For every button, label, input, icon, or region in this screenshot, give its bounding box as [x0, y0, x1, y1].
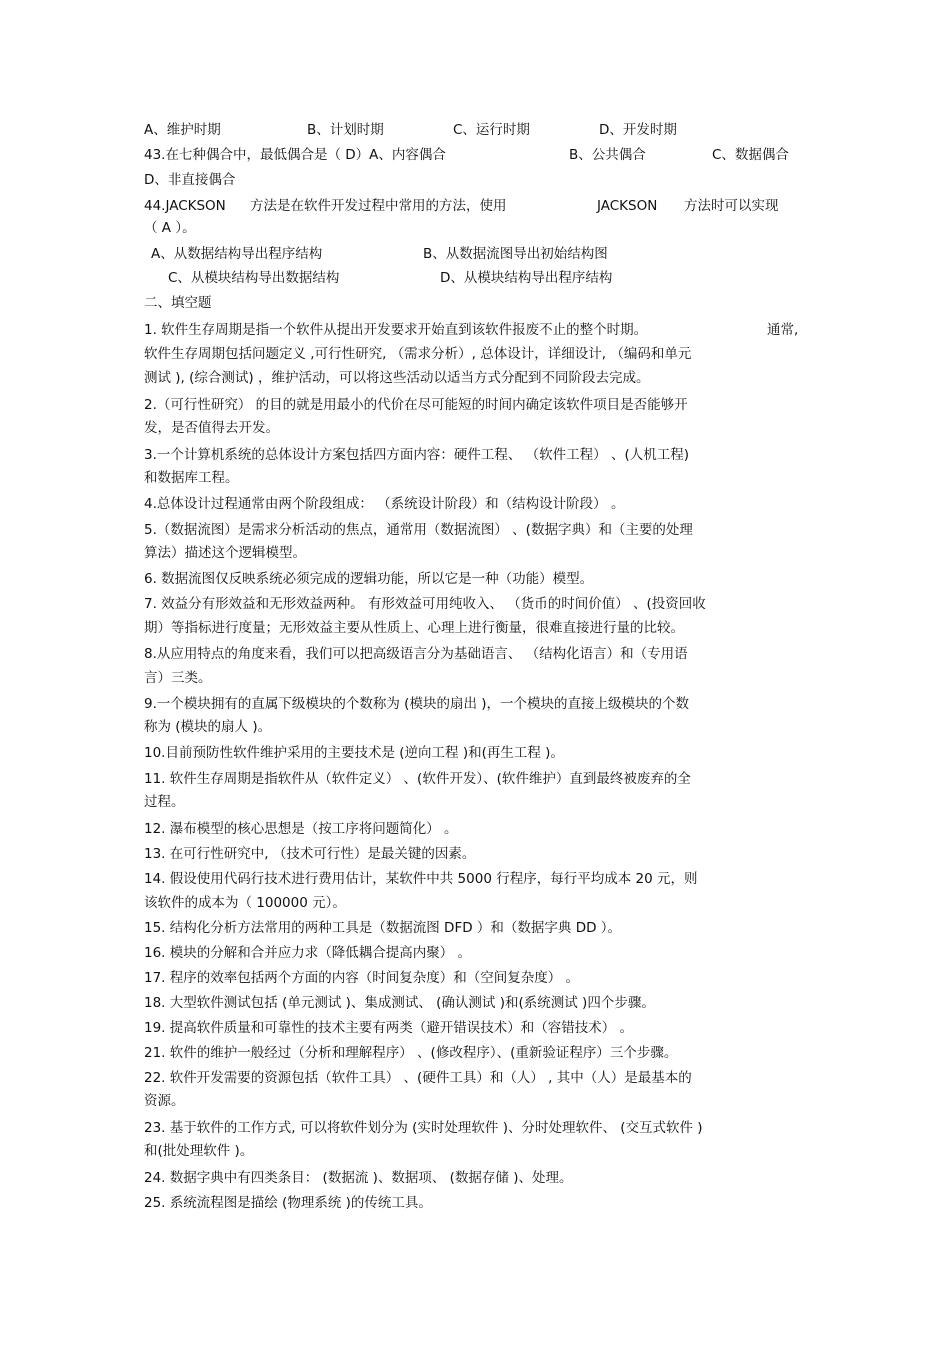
fill-1-line-3: 测试 ), (综合测试) ，维护活动，可以将这些活动以适当方式分配到不同阶段去完成。: [144, 370, 650, 386]
fill-21-line-1: 21. 软件的维护一般经过（分析和理解程序） 、(修改程序）、(重新验证程序）三个步骤。: [144, 1045, 678, 1061]
fill-25-line-1: 25. 系统流程图是描绘 (物理系统 )的传统工具。: [144, 1195, 432, 1211]
question-44-part-1: 44.JACKSON: [144, 198, 226, 214]
fill-22-line-2: 资源。: [144, 1093, 185, 1109]
question-43-option-b: B、公共偶合: [569, 147, 646, 163]
fill-2-line-1: 2.（可行性研究） 的目的就是用最小的代价在尽可能短的时间内确定该软件项目是否能够开: [144, 397, 688, 413]
fill-11-line-2: 过程。: [144, 794, 185, 810]
option-c: C、运行时期: [453, 122, 530, 138]
question-44: [144, 198, 809, 215]
fill-10-line-1: 10.目前预防性软件维护采用的主要技术是 (逆向工程 )和(再生工程 )。: [144, 745, 564, 761]
fill-5-line-1: 5.（数据流图）是需求分析活动的焦点，通常用（数据流图） 、(数据字典）和（主要的处理: [144, 522, 693, 538]
question-44-part-3: JACKSON: [597, 198, 658, 214]
fill-12-line-1: 12. 瀑布模型的核心思想是（按工序将问题简化） 。: [144, 821, 458, 837]
option-d: D、开发时期: [599, 122, 677, 138]
question-43-stem: 43.在七种偶合中，最低偶合是（ D）A、内容偶合: [144, 147, 446, 163]
question-44-option-b: B、从数据流图导出初始结构图: [423, 246, 608, 262]
fill-18-line-1: 18. 大型软件测试包括 (单元测试 )、集成测试、 (确认测试 )和(系统测试 )四个步骤。: [144, 995, 655, 1011]
question-44-option-c: C、从模块结构导出数据结构: [168, 270, 340, 286]
fill-1-line-2: 软件生存周期包括问题定义 ,可行性研究, （需求分析）, 总体设计，详细设计, （编码和单元: [144, 346, 692, 362]
fill-3-line-1: 3.一个计算机系统的总体设计方案包括四方面内容：硬件工程、 （软件工程） 、(人机工程): [144, 447, 689, 463]
question-44-answer: （ A ）。: [144, 220, 196, 236]
option-a: A、维护时期: [144, 122, 221, 138]
fill-16-line-1: 16. 模块的分解和合并应力求（降低耦合提高内聚） 。: [144, 945, 472, 961]
fill-3-line-2: 和数据库工程。: [144, 470, 239, 486]
fill-14-line-2: 该软件的成本为（ 100000 元）。: [144, 895, 346, 911]
fill-23-line-1: 23. 基于软件的工作方式, 可以将软件划分为 (实时处理软件 )、分时处理软件、 (交互式软件 ): [144, 1120, 703, 1136]
fill-11-line-1: 11. 软件生存周期是指软件从（软件定义） 、(软件开发）、(软件维护）直到最终被废弃的全: [144, 771, 691, 787]
question-43-option-d: D、非直接偶合: [144, 172, 236, 188]
options-line-prev-question: [144, 122, 809, 139]
question-44-options-cd: [168, 270, 833, 287]
fill-1-line-1: [144, 322, 809, 339]
fill-7-line-1: 7. 效益分有形效益和无形效益两种。 有形效益可用纯收入、 （货币的时间价值） 、(投资回收: [144, 596, 706, 612]
question-43-option-c: C、数据偶合: [712, 147, 789, 163]
question-43: [144, 147, 809, 164]
fill-15-line-1: 15. 结构化分析方法常用的两种工具是（数据流图 DFD ）和（数据字典 DD ）。: [144, 920, 622, 936]
question-44-part-4: 方法时可以实现: [684, 198, 779, 214]
fill-13-line-1: 13. 在可行性研究中, （技术可行性）是最关键的因素。: [144, 846, 476, 862]
fill-22-line-1: 22. 软件开发需要的资源包括（软件工具） 、(硬件工具）和（人） , 其中（人）是最基本的: [144, 1070, 692, 1086]
fill-2-line-2: 发，是否值得去开发。: [144, 420, 279, 436]
fill-23-line-2: 和(批处理软件 )。: [144, 1143, 254, 1159]
fill-5-line-2: 算法）描述这个逻辑模型。: [144, 545, 306, 561]
section-title: 二、填空题: [144, 295, 212, 311]
fill-24-line-1: 24. 数据字典中有四类条目： (数据流 )、数据项、 (数据存储 )、处理。: [144, 1170, 573, 1186]
fill-1-line-1-text: 1. 软件生存周期是指一个软件从提出开发要求开始直到该软件报废不止的整个时期。: [144, 322, 648, 338]
fill-4-line-1: 4.总体设计过程通常由两个阶段组成： （系统设计阶段）和（结构设计阶段） 。: [144, 496, 625, 512]
option-b: B、计划时期: [307, 122, 384, 138]
question-44-option-d: D、从模块结构导出程序结构: [440, 270, 613, 286]
question-44-part-2: 方法是在软件开发过程中常用的方法，使用: [250, 198, 507, 214]
question-44-option-a: A、从数据结构导出程序结构: [151, 246, 323, 262]
fill-1-line-1-end: 通常,: [767, 322, 799, 338]
question-44-options-ab: [151, 246, 816, 263]
fill-17-line-1: 17. 程序的效率包括两个方面的内容（时间复杂度）和（空间复杂度） 。: [144, 970, 580, 986]
fill-19-line-1: 19. 提高软件质量和可靠性的技术主要有两类（避开错误技术）和（容错技术） 。: [144, 1020, 634, 1036]
fill-6-line-1: 6. 数据流图仅反映系统必须完成的逻辑功能，所以它是一种（功能）模型。: [144, 571, 594, 587]
fill-9-line-1: 9.一个模块拥有的直属下级模块的个数称为 (模块的扇出 )，一个模块的直接上级模块的个数: [144, 696, 689, 712]
fill-14-line-1: 14. 假设使用代码行技术进行费用估计，某软件中共 5000 行程序，每行平均成本 20 元，则: [144, 871, 698, 887]
fill-8-line-1: 8.从应用特点的角度来看，我们可以把高级语言分为基础语言、 （结构化语言）和（专用语: [144, 646, 688, 662]
fill-8-line-2: 言）三类。: [144, 670, 212, 686]
fill-7-line-2: 期）等指标进行度量；无形效益主要从性质上、心理上进行衡量，很难直接进行量的比较。: [144, 620, 684, 636]
fill-9-line-2: 称为 (模块的扇人 )。: [144, 719, 272, 735]
